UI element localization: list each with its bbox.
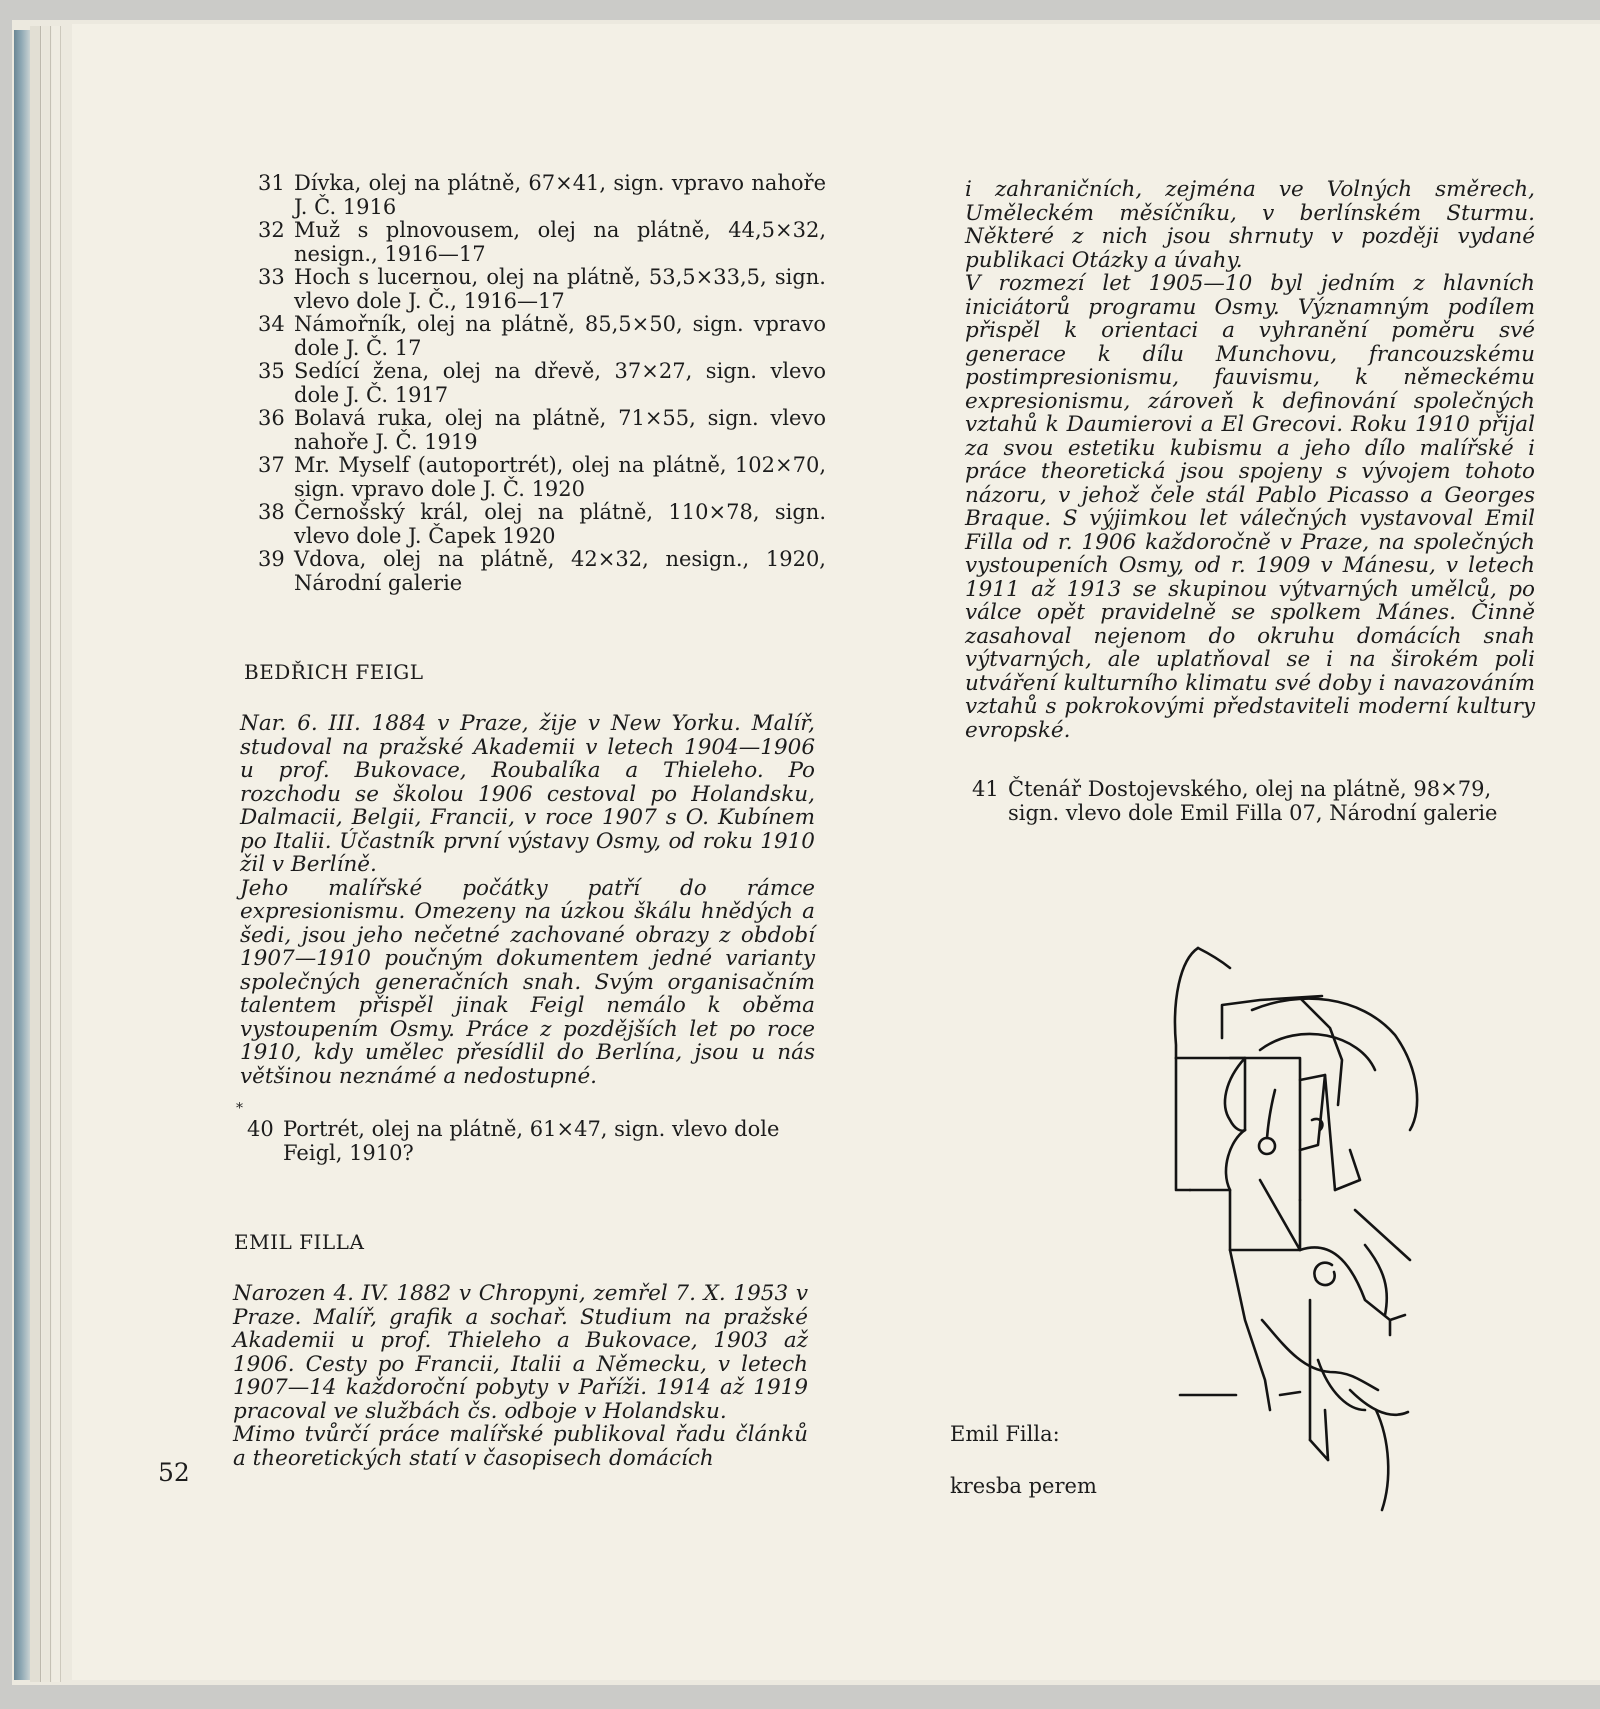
entry-text: Sedící žena, olej na dřevě, 37×27, sign. vlevo dole J. Č. 1917	[294, 359, 826, 407]
biography-filla	[233, 1282, 808, 1470]
catalog-entry-40	[247, 1118, 812, 1165]
entry-text: Bolavá ruka, olej na plátně, 71×55, sign. vlevo nahoře J. Č. 1919	[294, 406, 826, 454]
entry-number: 40	[247, 1117, 274, 1141]
entry-number: 34	[258, 312, 285, 336]
catalog-entry	[258, 360, 826, 407]
entry-text: Muž s plnovousem, olej na plátně, 44,5×32, nesign., 1916—17	[294, 218, 826, 266]
entry-number: 38	[258, 500, 285, 524]
entry-text: Námořník, olej na plátně, 85,5×50, sign. vpravo dole J. Č. 17	[294, 312, 826, 360]
entry-text: Dívka, olej na plátně, 67×41, sign. vpravo nahoře J. Č. 1916	[294, 171, 826, 219]
catalog-entry	[258, 501, 826, 548]
entry-number: 32	[258, 218, 285, 242]
entry-number: 35	[258, 359, 285, 383]
bio-paragraph: Narozen 4. IV. 1882 v Chropyni, zemřel 7. X. 1953 v Praze. Malíř, grafik a sochař. Studium na pražské Akademii u prof. Thieleho a Bukovace, 1903 až 1906. Cesty po Francii, Italii a Německu, v letech 1907—14 každoroční pobyty v Paříži. 1914 až 1919 pracoval ve službách čs. odboje v Holandsku.	[233, 1281, 808, 1424]
page-stack	[52, 26, 61, 1682]
entry-number: 33	[258, 265, 285, 289]
catalog-entry	[258, 313, 826, 360]
catalog-entry	[258, 548, 826, 595]
entry-text: Mr. Myself (autoportrét), olej na plátně, 102×70, sign. vpravo dole J. Č. 1920	[294, 453, 826, 501]
bio-paragraph: Nar. 6. III. 1884 v Praze, žije v New Yorku. Malíř, studoval na pražské Akademii v letech 1904—1906 u prof. Bukovace, Roubalíka a Thieleho. Po rozchodu se školou 1906 cestoval po Holandsku, Dalmacii, Belgii, Francii, v roce 1907 s O. Kubínem po Italii. Účastník první výstavy Osmy, od roku 1910 žil v Berlíně.	[240, 711, 815, 877]
entry-text: Hoch s lucernou, olej na plátně, 53,5×33,5, sign. vlevo dole J. Č., 1916—17	[294, 265, 826, 313]
catalog-entry	[258, 219, 826, 266]
bio-paragraph: Jeho malířské počátky patří do rámce expresionismu. Omezeny na úzkou škálu hnědých a šedi, jsou jeho nečetné zachované obrazy z období 1907—1910 poučným dokumentem jedné varianty společných generačních snah. Svým organisačním talentem přispěl jinak Feigl nemálo k oběma vystoupením Osmy. Práce z pozdějších let po roce 1910, kdy umělec přesídlil do Berlína, jsou u nás většinou neznámé a nedostupné.	[240, 875, 815, 1089]
biography-filla-continued	[965, 178, 1535, 742]
bio-paragraph: V rozmezí let 1905—10 byl jedním z hlavních iniciátorů programu Osmy. Významným podílem přispěl k orientaci a vyhranění poměru své generace k dílu Munchovu, francouzskému postimpresionismu, fauvismu, k německému expresionismu, zároveň k definování společných vztahů k Daumierovi a El Grecovi. Roku 1910 přijal za svou estetiku kubismu a jeho dílo malířské i práce theoretická jsou spojeny s vývojem tohoto názoru, v jehož čele stál Pablo Picasso a Georges Braque. S výjimkou let válečných vystavoval Emil Filla od r. 1906 každoročně v Praze, na společných vystoupeních Osmy, od r. 1909 v Mánesu, v letech 1911 až 1913 se skupinou výtvarných umělců, po válce opět pravidelně se spolkem Mánes. Činně zasahoval nejenom do okruhu domácích snah výtvarných, ale uplatňoval se i na širokém poli utváření kulturního klimatu své doby i navazováním vztahů s pokrokovými představiteli moderní kultury evropské.	[965, 271, 1535, 743]
biography-feigl	[240, 712, 815, 1088]
catalog-entry	[258, 454, 826, 501]
entry-number: 36	[258, 406, 285, 430]
pen-drawing-illustration	[1150, 940, 1460, 1520]
bio-paragraph: Mimo tvůrčí práce malířské publikoval řadu článků a theoretických statí v časopisech domácích	[233, 1422, 808, 1471]
entry-number: 41	[972, 777, 999, 801]
entry-text: Vdova, olej na plátně, 42×32, nesign., 1920, Národní galerie	[294, 547, 826, 595]
entry-text: Portrét, olej na plátně, 61×47, sign. vlevo dole Feigl, 1910?	[283, 1117, 780, 1165]
entry-text: Černošský král, olej na plátně, 110×78, sign. vlevo dole J. Čapek 1920	[294, 500, 826, 548]
margin-mark: ⁎	[236, 1096, 243, 1112]
entry-number: 37	[258, 453, 285, 477]
page-number: 52	[158, 1458, 190, 1487]
book-spine	[14, 30, 30, 1680]
catalog-entry-41	[972, 778, 1542, 825]
catalog-entry	[258, 266, 826, 313]
entry-number: 31	[258, 171, 285, 195]
entry-number: 39	[258, 547, 285, 571]
page-stack	[30, 26, 41, 1682]
figure-caption-medium: kresba perem	[950, 1474, 1097, 1498]
catalog-list-capek	[258, 172, 826, 595]
section-heading-filla: EMIL FILLA	[234, 1230, 365, 1254]
figure-caption-artist: Emil Filla:	[950, 1422, 1060, 1446]
page-stack	[42, 26, 51, 1682]
catalog-entry	[258, 172, 826, 219]
bio-paragraph: i zahraničních, zejména ve Volných směrech, Uměleckém měsíčníku, v berlínském Sturmu. Některé z nich jsou shrnuty v později vydané publikaci Otázky a úvahy.	[965, 177, 1535, 273]
entry-text: Čtenář Dostojevského, olej na plátně, 98×79, sign. vlevo dole Emil Filla 07, Národní galerie	[1008, 777, 1498, 825]
section-heading-feigl: BEDŘICH FEIGL	[244, 660, 424, 684]
catalog-entry	[258, 407, 826, 454]
